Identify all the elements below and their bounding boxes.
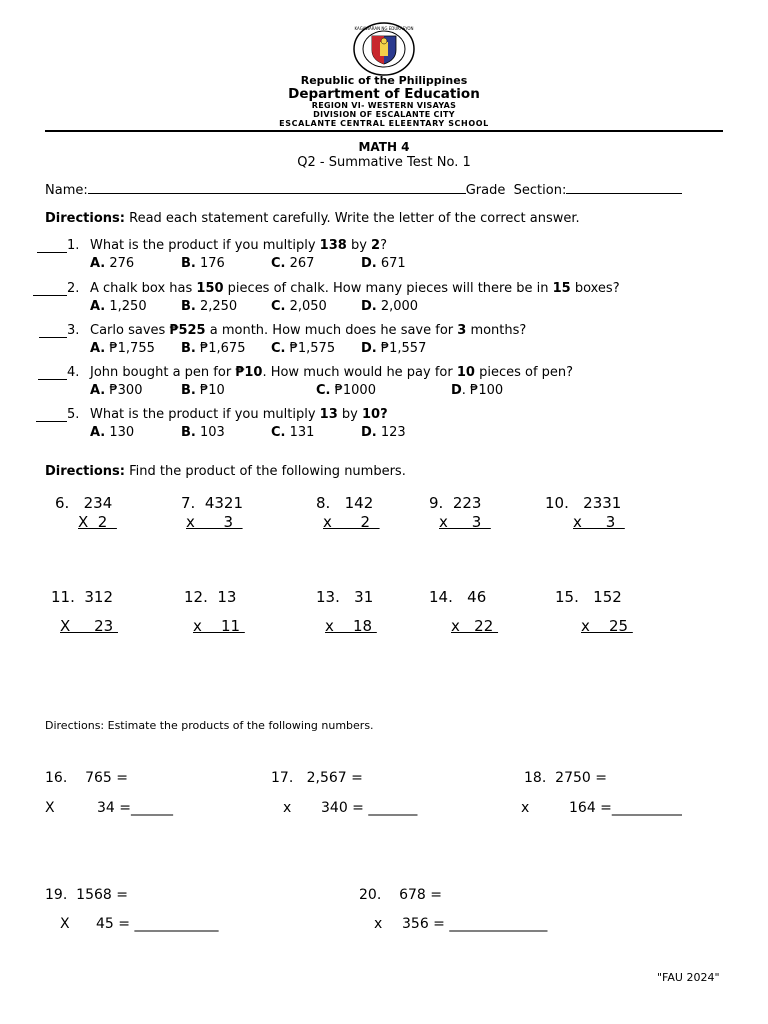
choice-value: ₱1,755: [105, 341, 155, 356]
multiplier: x 25: [581, 617, 633, 635]
choice-value: ₱10: [195, 383, 225, 398]
multiplicand: 12. 13: [184, 588, 237, 606]
header-division: DIVISION OF ESCALANTE CITY: [313, 110, 455, 119]
answer-choice: [90, 256, 134, 271]
question-text: [90, 281, 620, 296]
multiplicand: 15. 152: [555, 588, 622, 606]
multiplier: x 2: [323, 513, 380, 531]
multiplier: x 3: [186, 513, 243, 531]
header-region: REGION VI- WESTERN VISAYAS: [311, 101, 457, 110]
part1-directions: [45, 211, 580, 226]
estimate-problem: 16. 765 =: [45, 770, 128, 786]
estimate-answer-line[interactable]: 356 = ______________: [402, 916, 548, 932]
name-field[interactable]: [88, 193, 466, 194]
choice-letter: D.: [361, 341, 377, 356]
answer-blank[interactable]: [33, 282, 67, 296]
multiply-sign: X: [60, 916, 70, 932]
question-segment: pieces of chalk. How many pieces will there be in: [223, 281, 553, 296]
question-emphasis: 13: [319, 407, 338, 422]
section-label: Section:: [513, 183, 567, 198]
choice-value: ₱1,675: [195, 341, 246, 356]
choice-value: 1,250: [105, 299, 147, 314]
multiplier: x 22: [451, 617, 499, 635]
multiplicand: 11. 312: [51, 588, 114, 606]
question-segment: What is the product if you multiply: [90, 407, 320, 422]
question-segment: John bought a pen for: [90, 365, 236, 380]
multiplier: x 11: [193, 617, 245, 635]
choice-letter: D.: [361, 425, 377, 440]
question-emphasis: 10: [456, 365, 475, 380]
choice-letter: C.: [271, 256, 286, 271]
part3-directions: Directions: Estimate the products of the following numbers.: [45, 719, 374, 732]
multiplicand: 8. 142: [316, 494, 374, 512]
choice-letter: A.: [90, 341, 106, 356]
question-segment: boxes?: [570, 281, 620, 296]
estimate-answer-line[interactable]: 340 = _______: [321, 800, 418, 816]
choice-letter: D: [451, 383, 462, 398]
answer-choice: [90, 425, 134, 440]
multiplicand: 13. 31: [316, 588, 374, 606]
choice-value: 2,250: [195, 299, 238, 314]
answer-choice: [271, 299, 327, 314]
answer-blank[interactable]: [39, 324, 67, 338]
estimate-problem: 17. 2,567 =: [271, 770, 363, 786]
question-emphasis: 15: [552, 281, 571, 296]
question-emphasis: 150: [196, 281, 224, 296]
answer-choice: [90, 299, 147, 314]
estimate-answer-line[interactable]: 34 =______: [97, 800, 173, 816]
answer-choice: [271, 256, 314, 271]
answer-choice: [181, 256, 225, 271]
multiplier: X 23: [60, 617, 118, 635]
choice-value: 103: [195, 425, 225, 440]
question-number: 1.: [67, 238, 80, 253]
choice-letter: A.: [90, 256, 106, 271]
choice-value: 2,000: [376, 299, 419, 314]
estimate-problem: 19. 1568 =: [45, 887, 128, 903]
answer-choice: [181, 341, 245, 356]
question-text: [90, 407, 388, 422]
answer-choice: [90, 383, 142, 398]
choice-value: 267: [285, 256, 315, 271]
question-emphasis: 138: [319, 238, 347, 253]
choice-value: 176: [195, 256, 225, 271]
choice-value: ₱1,575: [285, 341, 336, 356]
question-text: [90, 323, 526, 338]
choice-letter: A.: [90, 383, 106, 398]
choice-value: . ₱100: [461, 383, 504, 398]
name-line: [45, 183, 682, 198]
answer-choice: [271, 341, 335, 356]
choice-letter: B.: [181, 383, 196, 398]
multiplier: x 3: [439, 513, 491, 531]
choice-letter: D.: [361, 256, 377, 271]
answer-blank[interactable]: [36, 408, 67, 422]
multiplicand: 7. 4321: [181, 494, 244, 512]
part2-directions-label: Directions:: [45, 464, 125, 479]
part1-directions-label: Directions:: [45, 211, 125, 226]
multiplicand: 10. 2331: [545, 494, 622, 512]
question-emphasis: 3: [457, 323, 467, 338]
question-text: [90, 365, 573, 380]
answer-choice: [181, 383, 225, 398]
question-emphasis: ₱10: [235, 365, 263, 380]
choice-letter: B.: [181, 299, 196, 314]
question-segment: Carlo saves: [90, 323, 170, 338]
svg-text:KAGAWARAN NG EDUKASYON: KAGAWARAN NG EDUKASYON: [354, 26, 414, 31]
choice-letter: B.: [181, 425, 196, 440]
choice-letter: B.: [181, 256, 196, 271]
question-segment: pieces of pen?: [474, 365, 574, 380]
deped-seal-logo: [352, 22, 416, 76]
question-emphasis: ₱525: [169, 323, 206, 338]
answer-choice: [361, 341, 426, 356]
choice-value: 2,050: [285, 299, 327, 314]
question-segment: by: [346, 238, 372, 253]
choice-letter: A.: [90, 299, 106, 314]
answer-choice: [181, 299, 237, 314]
grade-label: Grade: [465, 183, 506, 198]
test-title: Q2 - Summative Test No. 1: [297, 155, 471, 170]
choice-value: ₱1000: [330, 383, 376, 398]
part1-directions-text: Read each statement carefully. Write the letter of the correct answer.: [124, 211, 580, 226]
choice-letter: C.: [271, 425, 286, 440]
answer-blank[interactable]: [38, 366, 67, 380]
question-segment: What is the product if you multiply: [90, 238, 320, 253]
part2-directions-text: Find the product of the following numbers.: [124, 464, 406, 479]
estimate-answer-line[interactable]: 45 = ____________: [96, 916, 219, 932]
choice-letter: D.: [361, 299, 377, 314]
choice-value: ₱1,557: [376, 341, 427, 356]
estimate-problem: 20. 678 =: [359, 887, 442, 903]
question-segment: A chalk box has: [90, 281, 197, 296]
choice-letter: C.: [316, 383, 331, 398]
choice-value: ₱300: [105, 383, 143, 398]
answer-choice: [90, 341, 155, 356]
question-segment: ?: [380, 238, 387, 253]
choice-letter: B.: [181, 341, 196, 356]
choice-value: 123: [376, 425, 406, 440]
question-segment: months?: [466, 323, 527, 338]
multiply-sign: x: [283, 800, 292, 816]
question-segment: a month. How much does he save for: [205, 323, 458, 338]
question-segment: . How much would he pay for: [262, 365, 457, 380]
multiplicand: 14. 46: [429, 588, 487, 606]
subject-title: MATH 4: [358, 140, 410, 154]
section-field[interactable]: [566, 193, 682, 194]
choice-value: 131: [285, 425, 315, 440]
question-number: 5.: [67, 407, 80, 422]
question-number: 3.: [67, 323, 80, 338]
header-divider: [45, 130, 723, 132]
choice-value: 130: [105, 425, 135, 440]
multiplier: X 2: [78, 513, 117, 531]
answer-choice: [361, 256, 406, 271]
header-school: ESCALANTE CENTRAL ELEENTARY SCHOOL: [279, 119, 489, 128]
choice-value: 671: [376, 256, 406, 271]
multiply-sign: X: [45, 800, 55, 816]
part2-directions: [45, 464, 406, 479]
estimate-answer-line[interactable]: 164 =__________: [569, 800, 682, 816]
answer-choice: [316, 383, 376, 398]
answer-choice: [451, 383, 503, 398]
choice-letter: C.: [271, 341, 286, 356]
answer-choice: [361, 425, 406, 440]
answer-choice: [361, 299, 418, 314]
estimate-problem: 18. 2750 =: [524, 770, 607, 786]
question-emphasis: 2: [371, 238, 381, 253]
question-emphasis: 10?: [361, 407, 388, 422]
multiplier: x 18: [325, 617, 377, 635]
multiplicand: 9. 223: [429, 494, 482, 512]
question-text: [90, 238, 387, 253]
name-label: Name:: [45, 183, 88, 198]
multiply-sign: x: [374, 916, 383, 932]
choice-letter: A.: [90, 425, 106, 440]
answer-blank[interactable]: [37, 239, 67, 253]
answer-choice: [181, 425, 225, 440]
header-department: Department of Education: [288, 86, 480, 102]
multiplier: x 3: [573, 513, 625, 531]
multiply-sign: x: [521, 800, 530, 816]
question-number: 2.: [67, 281, 80, 296]
question-number: 4.: [67, 365, 80, 380]
question-segment: by: [337, 407, 362, 422]
multiplicand: 6. 234: [55, 494, 113, 512]
answer-choice: [271, 425, 314, 440]
choice-value: 276: [105, 256, 135, 271]
footer-code: "FAU 2024": [657, 971, 720, 984]
header-republic: Republic of the Philippines: [300, 74, 468, 87]
choice-letter: C.: [271, 299, 286, 314]
